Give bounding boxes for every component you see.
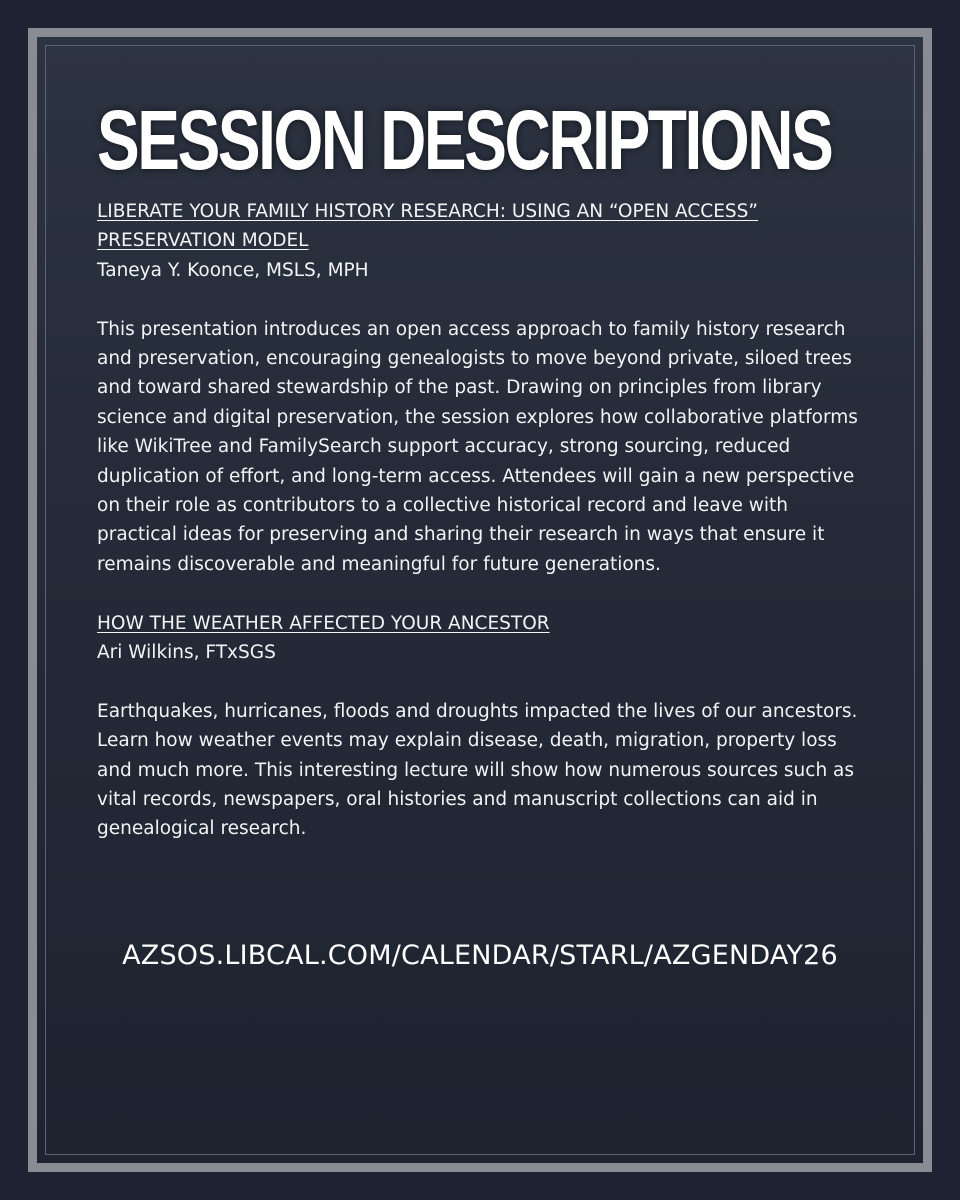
session-item (97, 609, 867, 844)
page-title: SESSION DESCRIPTIONS (97, 93, 832, 187)
session-presenter: Ari Wilkins, FTxSGS (97, 642, 276, 664)
registration-url: AZSOS.LIBCAL.COM/CALENDAR/STARL/AZGENDAY26 (122, 940, 838, 971)
session-title: LIBERATE YOUR FAMILY HISTORY RESEARCH: USING AN “OPEN ACCESS” PRESERVATION MODEL (97, 201, 758, 252)
session-description: This presentation introduces an open access approach to family history research and preservation, encouraging genealogists to move beyond private, siloed trees and toward shared stewardship of the past. Drawing on principles from library science and digital preservation, the session explores how collaborative platforms like WikiTree and FamilySearch support accuracy, strong sourcing, reduced duplication of effort, and long-term access. Attendees will gain a new perspective on their role as contributors to a collective historical record and leave with practical ideas for preserving and sharing their research in ways that ensure it remains discoverable and meaningful for future generations. (97, 318, 858, 575)
session-item (97, 197, 867, 579)
session-title: HOW THE WEATHER AFFECTED YOUR ANCESTOR (97, 612, 550, 634)
session-presenter: Taneya Y. Koonce, MSLS, MPH (97, 259, 369, 281)
sessions-list (97, 197, 867, 844)
session-description: Earthquakes, hurricanes, floods and droughts impacted the lives of our ancestors. Learn how weather events may explain disease, death, migration, property loss and much more. This interesting lecture will show how numerous sources such as vital records, newspapers, oral histories and manuscript collections can aid in genealogical research. (97, 700, 858, 840)
